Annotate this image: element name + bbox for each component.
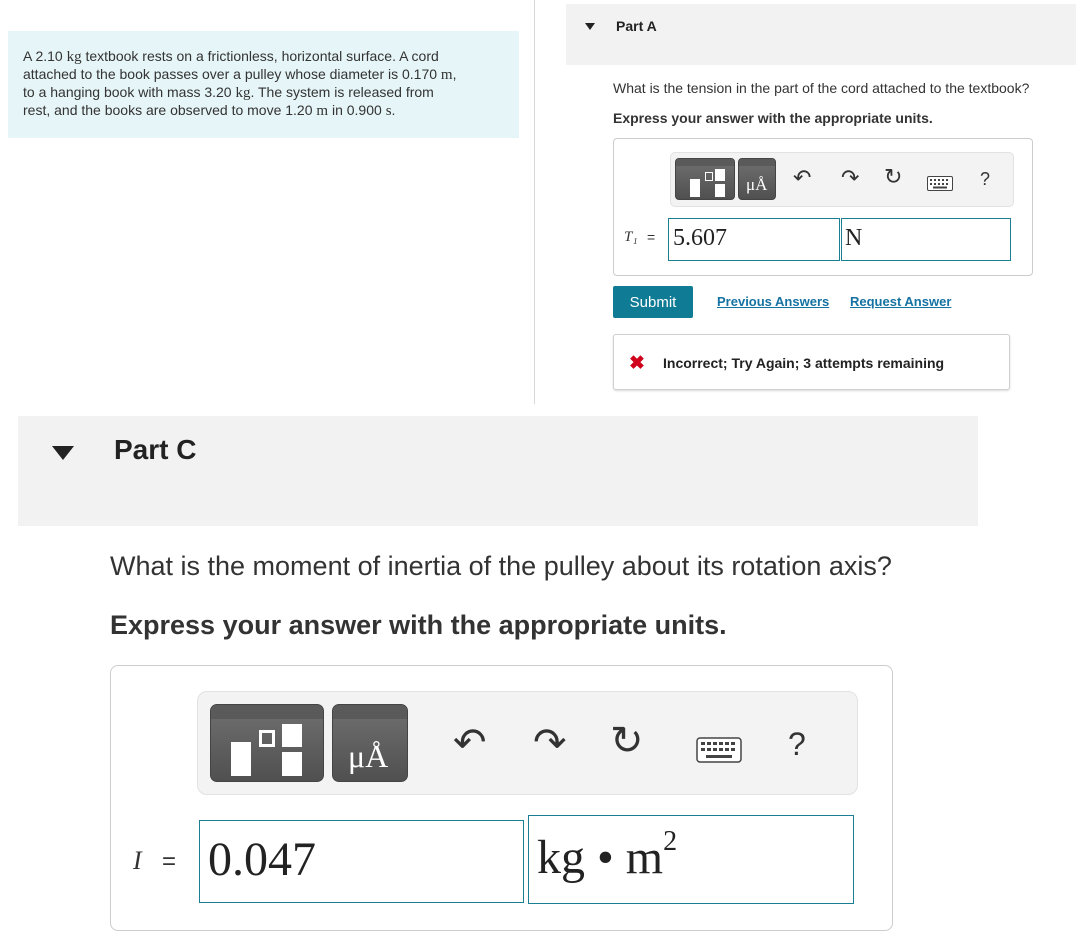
keyboard-icon[interactable] bbox=[927, 176, 953, 191]
problem-text: , bbox=[452, 66, 457, 82]
unit-m: m bbox=[316, 103, 329, 119]
collapse-triangle-icon[interactable] bbox=[585, 23, 595, 30]
reset-icon[interactable]: ↻ bbox=[610, 719, 644, 763]
part-c-title: Part C bbox=[114, 434, 197, 465]
collapse-triangle-icon[interactable] bbox=[52, 446, 74, 460]
problem-statement bbox=[8, 31, 519, 138]
unit-base: kg • m bbox=[537, 831, 664, 884]
t1-label: T₁ bbox=[624, 229, 638, 245]
unit-exponent: 2 bbox=[663, 826, 678, 857]
reset-icon[interactable]: ↻ bbox=[884, 164, 903, 189]
problem-text: to a hanging book with mass 3.20 bbox=[23, 84, 236, 100]
problem-text: attached to the book passes over a pulley whose diameter is 0.170 bbox=[23, 66, 441, 82]
keyboard-icon[interactable] bbox=[696, 737, 742, 763]
part-a-title: Part A bbox=[616, 18, 657, 34]
part-c-question: What is the moment of inertia of the pulley about its rotation axis? bbox=[110, 551, 892, 581]
feedback-text: Incorrect; Try Again; 3 attempts remaining bbox=[663, 355, 945, 371]
unit-kg: kg bbox=[66, 49, 82, 65]
unit-kg: kg bbox=[235, 85, 251, 101]
undo-icon[interactable]: ↶ bbox=[793, 165, 812, 190]
templates-icon[interactable] bbox=[675, 158, 735, 200]
submit-button[interactable]: Submit bbox=[613, 286, 693, 318]
part-a-math-toolbar bbox=[670, 152, 1014, 207]
part-a-header[interactable] bbox=[566, 4, 1076, 65]
help-icon[interactable]: ? bbox=[788, 726, 806, 762]
equals-sign: = bbox=[162, 848, 177, 875]
unit-s: s bbox=[385, 103, 392, 119]
part-c-instruction: Express your answer with the appropriate units. bbox=[110, 610, 727, 640]
problem-text: . bbox=[391, 102, 396, 118]
units-label: μÅ bbox=[746, 175, 768, 194]
redo-icon[interactable]: ↷ bbox=[533, 721, 567, 765]
help-icon[interactable]: ? bbox=[980, 169, 991, 189]
problem-text: A 2.10 bbox=[23, 48, 67, 64]
column-divider bbox=[534, 0, 535, 404]
t1-value-input[interactable]: 5.607 bbox=[668, 218, 840, 261]
i-value-input[interactable]: 0.047 bbox=[199, 820, 524, 903]
undo-icon[interactable]: ↶ bbox=[453, 721, 487, 765]
units-label: μÅ bbox=[348, 738, 389, 774]
part-c-header[interactable] bbox=[18, 416, 978, 526]
problem-text: textbook rests on a frictionless, horizontal surface. A cord bbox=[81, 48, 439, 64]
problem-text: rest, and the books are observed to move 1.20 bbox=[23, 102, 317, 118]
request-answer-link[interactable]: Request Answer bbox=[850, 294, 952, 309]
problem-text: in 0.900 bbox=[328, 102, 386, 118]
part-a-instruction: Express your answer with the appropriate units. bbox=[613, 110, 933, 126]
unit-m: m bbox=[440, 67, 453, 83]
equals-sign: = bbox=[647, 229, 656, 245]
units-icon[interactable] bbox=[738, 158, 776, 200]
redo-icon[interactable]: ↷ bbox=[841, 165, 860, 190]
previous-answers-link[interactable]: Previous Answers bbox=[717, 294, 830, 309]
incorrect-x-icon: ✖ bbox=[629, 353, 645, 374]
t1-unit-input[interactable]: N bbox=[841, 218, 1011, 261]
templates-icon[interactable] bbox=[210, 704, 324, 782]
i-label: I bbox=[133, 846, 142, 875]
problem-text: . The system is released from bbox=[250, 84, 434, 100]
units-icon[interactable] bbox=[332, 704, 408, 782]
part-c-math-toolbar bbox=[197, 691, 858, 795]
i-unit-input[interactable] bbox=[528, 815, 854, 904]
part-a-question: What is the tension in the part of the cord attached to the textbook? bbox=[613, 80, 1030, 96]
